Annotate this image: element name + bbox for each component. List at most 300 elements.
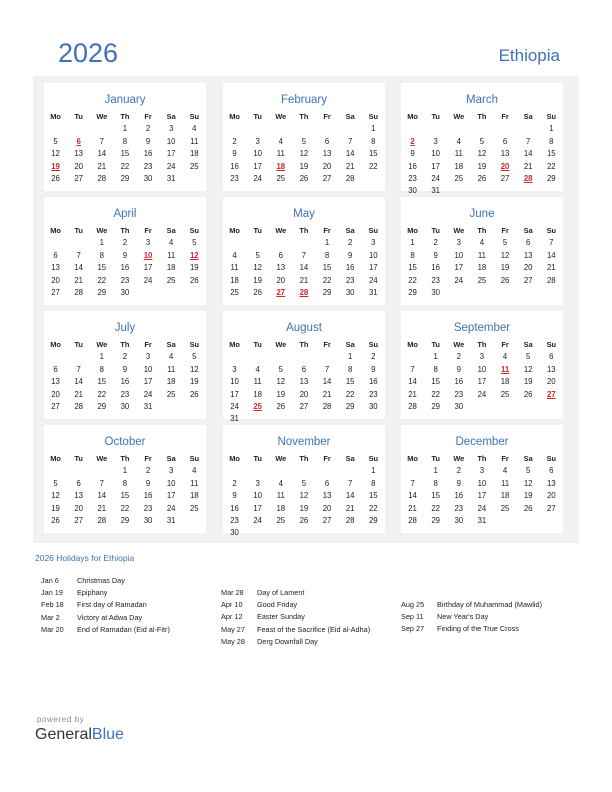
day-cell[interactable]: 16 <box>143 491 153 501</box>
day-cell[interactable]: 18 <box>166 377 176 387</box>
day-cell[interactable]: 24 <box>477 503 487 513</box>
day-cell[interactable]: 16 <box>120 377 130 387</box>
day-cell[interactable]: 11 <box>190 136 199 146</box>
day-cell[interactable]: 5 <box>479 136 485 146</box>
day-cell[interactable]: 10 <box>143 364 153 374</box>
holiday-day-cell[interactable]: 18 <box>276 161 286 171</box>
day-cell[interactable]: 21 <box>97 503 107 513</box>
day-cell[interactable]: 12 <box>500 250 510 260</box>
day-cell[interactable]: 12 <box>276 377 286 387</box>
day-cell[interactable]: 13 <box>74 491 84 501</box>
day-cell[interactable]: 14 <box>97 149 107 159</box>
day-cell[interactable]: 31 <box>230 414 239 424</box>
day-cell[interactable]: 27 <box>523 275 533 285</box>
day-cell[interactable]: 29 <box>431 515 441 525</box>
day-cell[interactable]: 11 <box>167 250 176 260</box>
day-cell[interactable]: 23 <box>454 389 464 399</box>
day-cell[interactable]: 5 <box>53 478 58 488</box>
day-cell[interactable]: 29 <box>120 173 130 183</box>
day-cell[interactable]: 27 <box>51 401 60 411</box>
day-cell[interactable]: 1 <box>371 466 376 476</box>
day-cell[interactable]: 18 <box>166 263 176 273</box>
holiday-day-cell[interactable]: 19 <box>51 161 60 171</box>
day-cell[interactable]: 16 <box>431 263 441 273</box>
day-cell[interactable]: 2 <box>232 136 237 146</box>
day-cell[interactable]: 26 <box>253 287 263 297</box>
day-cell[interactable]: 3 <box>169 124 174 134</box>
day-cell[interactable]: 10 <box>431 149 441 159</box>
day-cell[interactable]: 7 <box>526 136 531 146</box>
day-cell[interactable]: 24 <box>253 173 263 183</box>
day-cell[interactable]: 26 <box>299 173 309 183</box>
day-cell[interactable]: 23 <box>120 275 130 285</box>
day-cell[interactable]: 31 <box>143 401 153 411</box>
day-cell[interactable]: 20 <box>276 275 286 285</box>
day-cell[interactable]: 23 <box>143 503 153 513</box>
day-cell[interactable]: 3 <box>433 136 438 146</box>
day-cell[interactable]: 16 <box>120 263 130 273</box>
day-cell[interactable]: 12 <box>523 478 533 488</box>
day-cell[interactable]: 26 <box>477 173 487 183</box>
day-cell[interactable]: 23 <box>368 389 378 399</box>
day-cell[interactable]: 18 <box>276 503 286 513</box>
day-cell[interactable]: 17 <box>477 491 487 501</box>
day-cell[interactable]: 28 <box>546 275 556 285</box>
day-cell[interactable]: 4 <box>169 352 174 362</box>
day-cell[interactable]: 23 <box>431 275 441 285</box>
day-cell[interactable]: 1 <box>122 466 128 476</box>
day-cell[interactable]: 21 <box>546 263 556 273</box>
holiday-day-cell[interactable]: 28 <box>523 173 533 183</box>
day-cell[interactable]: 4 <box>192 466 197 476</box>
day-cell[interactable]: 21 <box>408 389 417 399</box>
day-cell[interactable]: 12 <box>51 149 60 159</box>
day-cell[interactable]: 8 <box>99 250 104 260</box>
day-cell[interactable]: 9 <box>348 250 353 260</box>
day-cell[interactable]: 13 <box>500 149 510 159</box>
day-cell[interactable]: 9 <box>122 364 128 374</box>
holiday-day-cell[interactable]: 10 <box>143 250 153 260</box>
day-cell[interactable]: 11 <box>276 149 285 159</box>
day-cell[interactable]: 30 <box>454 515 464 525</box>
day-cell[interactable]: 7 <box>76 364 81 374</box>
day-cell[interactable]: 5 <box>526 352 531 362</box>
day-cell[interactable]: 15 <box>368 149 378 159</box>
day-cell[interactable]: 15 <box>120 491 130 501</box>
day-cell[interactable]: 17 <box>143 263 153 273</box>
day-cell[interactable]: 23 <box>345 275 355 285</box>
day-cell[interactable]: 27 <box>500 173 510 183</box>
day-cell[interactable]: 27 <box>322 515 332 525</box>
day-cell[interactable]: 31 <box>477 515 487 525</box>
day-cell[interactable]: 4 <box>278 478 283 488</box>
day-cell[interactable]: 7 <box>549 238 554 248</box>
day-cell[interactable]: 1 <box>99 238 104 248</box>
day-cell[interactable]: 6 <box>324 478 330 488</box>
day-cell[interactable]: 6 <box>278 250 283 260</box>
day-cell[interactable]: 14 <box>345 149 355 159</box>
day-cell[interactable]: 7 <box>348 136 353 146</box>
day-cell[interactable]: 7 <box>348 478 353 488</box>
day-cell[interactable]: 25 <box>500 389 510 399</box>
day-cell[interactable]: 6 <box>301 364 307 374</box>
day-cell[interactable]: 5 <box>192 238 197 248</box>
day-cell[interactable]: 17 <box>166 149 176 159</box>
day-cell[interactable]: 18 <box>253 389 263 399</box>
day-cell[interactable]: 28 <box>408 515 417 525</box>
day-cell[interactable]: 10 <box>166 478 176 488</box>
day-cell[interactable]: 16 <box>230 161 239 171</box>
day-cell[interactable]: 8 <box>371 136 376 146</box>
day-cell[interactable]: 20 <box>546 377 556 387</box>
day-cell[interactable]: 31 <box>166 173 176 183</box>
day-cell[interactable]: 18 <box>500 377 510 387</box>
day-cell[interactable]: 14 <box>322 377 332 387</box>
day-cell[interactable]: 20 <box>51 389 60 399</box>
day-cell[interactable]: 10 <box>253 149 263 159</box>
day-cell[interactable]: 22 <box>120 503 130 513</box>
day-cell[interactable]: 18 <box>189 149 199 159</box>
day-cell[interactable]: 14 <box>408 491 417 501</box>
day-cell[interactable]: 14 <box>74 377 84 387</box>
day-cell[interactable]: 23 <box>454 503 464 513</box>
day-cell[interactable]: 2 <box>371 352 376 362</box>
day-cell[interactable]: 20 <box>74 161 84 171</box>
day-cell[interactable]: 16 <box>454 377 464 387</box>
day-cell[interactable]: 8 <box>433 478 438 488</box>
day-cell[interactable]: 2 <box>232 478 237 488</box>
day-cell[interactable]: 13 <box>74 149 84 159</box>
day-cell[interactable]: 11 <box>477 250 486 260</box>
day-cell[interactable]: 17 <box>368 263 378 273</box>
day-cell[interactable]: 13 <box>51 263 60 273</box>
day-cell[interactable]: 19 <box>276 389 286 399</box>
day-cell[interactable]: 1 <box>324 238 330 248</box>
day-cell[interactable]: 29 <box>431 401 441 411</box>
day-cell[interactable]: 6 <box>549 352 554 362</box>
day-cell[interactable]: 16 <box>345 263 355 273</box>
day-cell[interactable]: 29 <box>368 515 378 525</box>
day-cell[interactable]: 7 <box>99 478 104 488</box>
day-cell[interactable]: 25 <box>189 503 199 513</box>
day-cell[interactable]: 8 <box>122 478 128 488</box>
day-cell[interactable]: 4 <box>502 466 508 476</box>
day-cell[interactable]: 12 <box>299 491 309 501</box>
day-cell[interactable]: 1 <box>99 352 104 362</box>
day-cell[interactable]: 15 <box>120 149 130 159</box>
holiday-day-cell[interactable]: 25 <box>253 401 263 411</box>
day-cell[interactable]: 24 <box>368 275 378 285</box>
day-cell[interactable]: 17 <box>253 503 263 513</box>
day-cell[interactable]: 11 <box>501 478 510 488</box>
day-cell[interactable]: 17 <box>454 263 464 273</box>
day-cell[interactable]: 13 <box>299 377 309 387</box>
day-cell[interactable]: 5 <box>53 136 58 146</box>
day-cell[interactable]: 27 <box>299 401 309 411</box>
day-cell[interactable]: 23 <box>120 389 130 399</box>
day-cell[interactable]: 2 <box>122 238 128 248</box>
day-cell[interactable]: 13 <box>546 478 556 488</box>
day-cell[interactable]: 6 <box>324 136 330 146</box>
day-cell[interactable]: 17 <box>166 491 176 501</box>
day-cell[interactable]: 15 <box>97 263 107 273</box>
day-cell[interactable]: 6 <box>76 478 81 488</box>
day-cell[interactable]: 22 <box>345 389 355 399</box>
day-cell[interactable]: 9 <box>122 250 128 260</box>
day-cell[interactable]: 4 <box>502 352 508 362</box>
day-cell[interactable]: 26 <box>189 275 199 285</box>
day-cell[interactable]: 26 <box>189 389 199 399</box>
day-cell[interactable]: 31 <box>368 287 378 297</box>
day-cell[interactable]: 16 <box>454 491 464 501</box>
day-cell[interactable]: 9 <box>232 491 237 501</box>
day-cell[interactable]: 10 <box>166 136 176 146</box>
day-cell[interactable]: 6 <box>53 364 58 374</box>
day-cell[interactable]: 1 <box>371 124 376 134</box>
day-cell[interactable]: 12 <box>477 149 487 159</box>
day-cell[interactable]: 22 <box>431 389 441 399</box>
day-cell[interactable]: 3 <box>479 466 485 476</box>
day-cell[interactable]: 29 <box>97 287 107 297</box>
day-cell[interactable]: 3 <box>255 136 260 146</box>
day-cell[interactable]: 4 <box>278 136 283 146</box>
day-cell[interactable]: 23 <box>143 161 153 171</box>
day-cell[interactable]: 4 <box>232 250 237 260</box>
day-cell[interactable]: 5 <box>278 364 283 374</box>
day-cell[interactable]: 6 <box>526 238 531 248</box>
day-cell[interactable]: 19 <box>189 377 199 387</box>
day-cell[interactable]: 21 <box>74 275 84 285</box>
day-cell[interactable]: 4 <box>456 136 461 146</box>
day-cell[interactable]: 23 <box>230 173 239 183</box>
day-cell[interactable]: 7 <box>76 250 81 260</box>
day-cell[interactable]: 1 <box>348 352 353 362</box>
day-cell[interactable]: 1 <box>549 124 554 134</box>
day-cell[interactable]: 30 <box>120 287 130 297</box>
day-cell[interactable]: 29 <box>408 287 417 297</box>
day-cell[interactable]: 30 <box>408 186 417 196</box>
day-cell[interactable]: 14 <box>74 263 84 273</box>
day-cell[interactable]: 22 <box>97 275 107 285</box>
day-cell[interactable]: 19 <box>299 503 309 513</box>
day-cell[interactable]: 22 <box>368 503 378 513</box>
holiday-day-cell[interactable]: 2 <box>410 136 415 146</box>
day-cell[interactable]: 3 <box>456 238 461 248</box>
day-cell[interactable]: 14 <box>345 491 355 501</box>
day-cell[interactable]: 13 <box>276 263 286 273</box>
day-cell[interactable]: 29 <box>97 401 107 411</box>
day-cell[interactable]: 6 <box>53 250 58 260</box>
day-cell[interactable]: 18 <box>477 263 487 273</box>
day-cell[interactable]: 8 <box>348 364 353 374</box>
day-cell[interactable]: 15 <box>368 491 378 501</box>
generalblue-logo[interactable] <box>35 726 124 744</box>
day-cell[interactable]: 16 <box>230 503 239 513</box>
day-cell[interactable]: 19 <box>189 263 199 273</box>
day-cell[interactable]: 21 <box>345 161 355 171</box>
day-cell[interactable]: 14 <box>97 491 107 501</box>
day-cell[interactable]: 13 <box>322 491 332 501</box>
holiday-day-cell[interactable]: 27 <box>276 287 286 297</box>
day-cell[interactable]: 9 <box>145 478 151 488</box>
day-cell[interactable]: 30 <box>345 287 355 297</box>
day-cell[interactable]: 19 <box>523 491 533 501</box>
day-cell[interactable]: 17 <box>477 377 487 387</box>
day-cell[interactable]: 22 <box>546 161 556 171</box>
day-cell[interactable]: 8 <box>122 136 128 146</box>
day-cell[interactable]: 2 <box>456 352 461 362</box>
day-cell[interactable]: 25 <box>276 173 286 183</box>
day-cell[interactable]: 10 <box>477 478 487 488</box>
day-cell[interactable]: 17 <box>431 161 441 171</box>
day-cell[interactable]: 1 <box>410 238 415 248</box>
day-cell[interactable]: 9 <box>232 149 237 159</box>
day-cell[interactable]: 16 <box>368 377 378 387</box>
day-cell[interactable]: 3 <box>255 478 260 488</box>
day-cell[interactable]: 31 <box>166 515 176 525</box>
day-cell[interactable]: 12 <box>51 491 60 501</box>
day-cell[interactable]: 9 <box>371 364 376 374</box>
day-cell[interactable]: 27 <box>51 287 60 297</box>
day-cell[interactable]: 4 <box>479 238 485 248</box>
day-cell[interactable]: 25 <box>477 275 487 285</box>
day-cell[interactable]: 25 <box>500 503 510 513</box>
day-cell[interactable]: 13 <box>51 377 60 387</box>
holiday-day-cell[interactable]: 11 <box>500 364 510 374</box>
day-cell[interactable]: 10 <box>253 491 263 501</box>
day-cell[interactable]: 5 <box>255 250 260 260</box>
day-cell[interactable]: 10 <box>477 364 487 374</box>
day-cell[interactable]: 19 <box>500 263 510 273</box>
day-cell[interactable]: 20 <box>322 503 332 513</box>
day-cell[interactable]: 9 <box>410 149 415 159</box>
day-cell[interactable]: 17 <box>143 377 153 387</box>
day-cell[interactable]: 24 <box>166 503 176 513</box>
day-cell[interactable]: 4 <box>255 364 260 374</box>
day-cell[interactable]: 25 <box>166 389 176 399</box>
day-cell[interactable]: 15 <box>431 491 441 501</box>
day-cell[interactable]: 12 <box>523 364 533 374</box>
day-cell[interactable]: 9 <box>145 136 151 146</box>
day-cell[interactable]: 11 <box>230 263 239 273</box>
day-cell[interactable]: 12 <box>253 263 263 273</box>
day-cell[interactable]: 16 <box>143 149 153 159</box>
holiday-day-cell[interactable]: 28 <box>299 287 309 297</box>
day-cell[interactable]: 28 <box>74 287 84 297</box>
day-cell[interactable]: 18 <box>230 275 239 285</box>
day-cell[interactable]: 2 <box>145 466 151 476</box>
day-cell[interactable]: 24 <box>166 161 176 171</box>
day-cell[interactable]: 7 <box>410 478 415 488</box>
day-cell[interactable]: 8 <box>549 136 554 146</box>
holiday-day-cell[interactable]: 27 <box>546 389 556 399</box>
day-cell[interactable]: 22 <box>322 275 332 285</box>
day-cell[interactable]: 21 <box>408 503 417 513</box>
day-cell[interactable]: 5 <box>502 238 508 248</box>
day-cell[interactable]: 24 <box>143 275 153 285</box>
day-cell[interactable]: 30 <box>454 401 464 411</box>
day-cell[interactable]: 15 <box>97 377 107 387</box>
day-cell[interactable]: 27 <box>546 503 556 513</box>
day-cell[interactable]: 26 <box>51 173 60 183</box>
day-cell[interactable]: 6 <box>502 136 508 146</box>
day-cell[interactable]: 11 <box>276 491 285 501</box>
day-cell[interactable]: 15 <box>546 149 556 159</box>
day-cell[interactable]: 21 <box>299 275 309 285</box>
day-cell[interactable]: 14 <box>546 250 556 260</box>
day-cell[interactable]: 27 <box>322 173 332 183</box>
day-cell[interactable]: 7 <box>99 136 104 146</box>
day-cell[interactable]: 19 <box>253 275 263 285</box>
day-cell[interactable]: 31 <box>431 186 441 196</box>
day-cell[interactable]: 26 <box>523 389 533 399</box>
day-cell[interactable]: 20 <box>523 263 533 273</box>
day-cell[interactable]: 5 <box>192 352 197 362</box>
day-cell[interactable]: 27 <box>74 515 84 525</box>
day-cell[interactable]: 2 <box>433 238 438 248</box>
day-cell[interactable]: 10 <box>230 377 239 387</box>
day-cell[interactable]: 11 <box>253 377 262 387</box>
day-cell[interactable]: 11 <box>167 364 176 374</box>
day-cell[interactable]: 22 <box>408 275 417 285</box>
day-cell[interactable]: 2 <box>348 238 353 248</box>
day-cell[interactable]: 21 <box>523 161 533 171</box>
day-cell[interactable]: 7 <box>324 364 330 374</box>
day-cell[interactable]: 20 <box>74 503 84 513</box>
day-cell[interactable]: 30 <box>431 287 441 297</box>
day-cell[interactable]: 14 <box>299 263 309 273</box>
day-cell[interactable]: 12 <box>189 364 199 374</box>
day-cell[interactable]: 25 <box>454 173 464 183</box>
day-cell[interactable]: 2 <box>145 124 151 134</box>
day-cell[interactable]: 5 <box>526 466 531 476</box>
day-cell[interactable]: 3 <box>371 238 376 248</box>
day-cell[interactable]: 28 <box>97 515 107 525</box>
day-cell[interactable]: 10 <box>368 250 378 260</box>
day-cell[interactable]: 8 <box>433 364 438 374</box>
day-cell[interactable]: 1 <box>122 124 128 134</box>
day-cell[interactable]: 21 <box>345 503 355 513</box>
day-cell[interactable]: 30 <box>230 528 239 538</box>
day-cell[interactable]: 27 <box>74 173 84 183</box>
day-cell[interactable]: 15 <box>431 377 441 387</box>
day-cell[interactable]: 3 <box>145 352 151 362</box>
day-cell[interactable]: 2 <box>456 466 461 476</box>
holiday-day-cell[interactable]: 20 <box>500 161 510 171</box>
day-cell[interactable]: 30 <box>120 401 130 411</box>
day-cell[interactable]: 29 <box>322 287 332 297</box>
day-cell[interactable]: 26 <box>299 515 309 525</box>
day-cell[interactable]: 8 <box>371 478 376 488</box>
day-cell[interactable]: 21 <box>97 161 107 171</box>
day-cell[interactable]: 16 <box>408 161 417 171</box>
day-cell[interactable]: 22 <box>368 161 378 171</box>
day-cell[interactable]: 3 <box>479 352 485 362</box>
day-cell[interactable]: 15 <box>345 377 355 387</box>
day-cell[interactable]: 18 <box>189 491 199 501</box>
day-cell[interactable]: 23 <box>230 515 239 525</box>
day-cell[interactable]: 26 <box>276 401 286 411</box>
day-cell[interactable]: 22 <box>120 161 130 171</box>
day-cell[interactable]: 12 <box>299 149 309 159</box>
day-cell[interactable]: 14 <box>408 377 417 387</box>
day-cell[interactable]: 28 <box>322 401 332 411</box>
day-cell[interactable]: 19 <box>477 161 487 171</box>
day-cell[interactable]: 5 <box>301 478 307 488</box>
day-cell[interactable]: 8 <box>99 364 104 374</box>
day-cell[interactable]: 7 <box>301 250 307 260</box>
day-cell[interactable]: 5 <box>301 136 307 146</box>
